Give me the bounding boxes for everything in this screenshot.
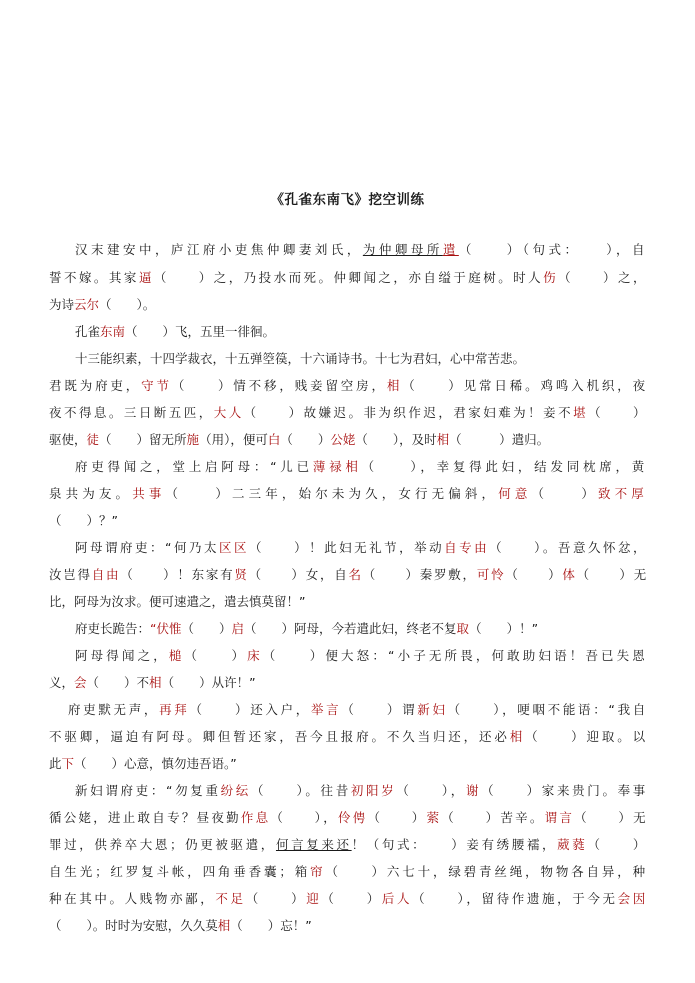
text-segment: （ ）心意，慎勿违吾语。”: [74, 756, 237, 771]
keyword-highlight: 举言: [310, 702, 342, 717]
text-segment: 不驱卿，逼迫有阿母。卿但暂还家，吾今且报府。不久当归还，还必: [49, 729, 510, 744]
text-segment: 十三能织素，十四学裁衣，十五弹箜篌，十六诵诗书。十七为君妇，心中常苦悲。: [75, 351, 526, 366]
text-line: [0, 862, 695, 882]
text-line: [0, 322, 695, 342]
text-segment: （ ）。时时为安慰，久久莫: [49, 918, 218, 933]
text-line: [0, 646, 695, 666]
text-segment: （ ）！此妇无礼节，举动: [249, 540, 445, 555]
keyword-highlight: 槌: [168, 648, 185, 663]
keyword-highlight: 薄禄相: [312, 459, 362, 474]
text-line: [0, 484, 695, 504]
keyword-highlight: 纷纭: [220, 783, 251, 798]
keyword-highlight: 谓言: [544, 810, 575, 825]
text-segment: （ ）无: [576, 567, 648, 582]
keyword-highlight: 相: [149, 675, 162, 690]
text-segment: （ ），及时: [355, 432, 437, 447]
keyword-highlight: 堪: [573, 405, 589, 420]
text-line: [0, 376, 695, 396]
text-segment: 誓不嫁。其家: [49, 270, 139, 285]
text-segment: （ ）无: [574, 810, 648, 825]
keyword-highlight: 迎: [306, 891, 322, 906]
text-segment: （ ），幸复得此妇，结发同枕席，黄: [361, 459, 648, 474]
keyword-highlight: 名: [348, 567, 363, 582]
text-segment: （ ）遣归。: [449, 432, 550, 447]
text-segment: ！（句式： ）妾有绣腰襦，: [351, 837, 558, 852]
keyword-highlight: 下: [61, 756, 75, 771]
text-segment: （ ）: [531, 486, 599, 501]
text-segment: （ ）: [367, 810, 427, 825]
text-segment: （ ）。吾意久怀忿，: [489, 540, 648, 555]
text-line: [0, 916, 695, 936]
document-title: 《孔雀东南飞》挖空训练: [270, 192, 425, 208]
text-segment: （ ）飞，五里一徘徊。: [125, 324, 276, 339]
text-segment: 此: [49, 756, 62, 771]
keyword-highlight: 贤: [234, 567, 249, 582]
text-segment: （ ）！东家有: [120, 567, 235, 582]
text-segment: （ ）: [505, 567, 563, 582]
text-segment: （ ），哽咽不能语：“我自: [447, 702, 648, 717]
text-segment: 夜不得息。三日断五匹，: [49, 405, 214, 420]
keyword-highlight: 作息: [240, 810, 271, 825]
text-line: [0, 835, 695, 855]
keyword-highlight: 萦: [426, 810, 442, 825]
text-segment: （ ）谓: [341, 702, 418, 717]
keyword-highlight: 相: [509, 729, 526, 744]
text-segment: 汉末建安中，庐江府小吏焦仲卿妻刘氏，: [75, 242, 363, 257]
text-segment: （ ）之，乃投水而死。仲卿闻之，亦自缢于庭树。时人: [153, 270, 544, 285]
text-segment: （ ）迎取。以: [525, 729, 648, 744]
text-segment: 罪过，供养卒大恩；仍更被驱遣，: [49, 837, 276, 852]
text-segment: （ ）: [245, 891, 307, 906]
text-line: [0, 457, 695, 477]
keyword-highlight: “伏惟: [150, 621, 182, 636]
keyword-highlight: 不足: [215, 891, 246, 906]
text-segment: 泉共为友。: [49, 486, 133, 501]
text-line: [0, 889, 695, 909]
text-segment: 比，阿母为汝求。便可速遣之，遣去慎莫留！”: [49, 594, 306, 609]
text-line: [0, 808, 695, 828]
text-segment: 府吏得闻之，堂上启阿母：“儿已: [75, 459, 313, 474]
text-segment: 循公姥，进止敢自专？昼夜勤: [49, 810, 241, 825]
keyword-highlight: 相: [436, 432, 450, 447]
text-line: [0, 403, 695, 423]
text-line: [0, 511, 695, 531]
keyword-highlight: 区区: [219, 540, 250, 555]
keyword-highlight: 帘: [310, 864, 326, 879]
text-segment: （ ）: [587, 837, 648, 852]
text-segment: （ ）女，自: [248, 567, 349, 582]
text-segment: 为诗: [49, 297, 75, 312]
text-segment: （ ）。往昔: [250, 783, 351, 798]
text-segment: （ ）！”: [469, 621, 539, 636]
text-segment: 新妇谓府吏：“勿复重: [75, 783, 221, 798]
keyword-highlight: 可怜: [476, 567, 506, 582]
keyword-highlight: 伶俜: [337, 810, 368, 825]
keyword-highlight: 守节: [141, 378, 172, 393]
keyword-highlight: 后人: [381, 891, 413, 906]
underlined-text: 何言复来还: [275, 837, 352, 852]
text-segment: （ ）情不移，贱妾留空房，: [171, 378, 387, 393]
text-line: [0, 538, 695, 558]
text-segment: 孔雀: [75, 324, 101, 339]
text-segment: （ ）。: [99, 297, 156, 312]
keyword-highlight: 会: [74, 675, 87, 690]
text-segment: （ ），: [270, 810, 338, 825]
text-segment: （ ）之，: [558, 270, 648, 285]
keyword-highlight: 相: [217, 918, 231, 933]
text-line: [0, 619, 695, 639]
keyword-highlight: 葳蕤: [557, 837, 588, 852]
keyword-highlight: 徒: [86, 432, 100, 447]
keyword-highlight: 共事: [132, 486, 166, 501]
text-segment: 汝岂得: [49, 567, 92, 582]
text-segment: （ ）不: [86, 675, 150, 690]
keyword-highlight: 取: [456, 621, 470, 636]
text-segment: （ ）苦辛。: [441, 810, 545, 825]
underlined-text: 为仲卿母所: [362, 242, 443, 257]
keyword-highlight: 公姥: [330, 432, 356, 447]
keyword-highlight: 新妇: [417, 702, 448, 717]
text-line: [0, 727, 695, 747]
text-line: [0, 673, 695, 693]
text-segment: 种在其中。人贱物亦鄙，: [49, 891, 216, 906]
text-line: [0, 295, 695, 315]
text-segment: （ ）家来贵门。奉事: [481, 783, 648, 798]
text-segment: 府吏长跪告：: [75, 621, 151, 636]
text-segment: （ ）: [181, 621, 232, 636]
keyword-highlight: 大人: [213, 405, 244, 420]
text-line: [0, 268, 695, 288]
text-line: [0, 781, 695, 801]
keyword-highlight: 逼: [138, 270, 154, 285]
keyword-highlight: 自专由: [444, 540, 490, 555]
text-segment: （ ）: [321, 891, 382, 906]
keyword-highlight: 施: [186, 432, 200, 447]
text-segment: 自生光；红罗复斗帐，四角垂香囊；箱: [49, 864, 311, 879]
keyword-highlight: 会因: [617, 891, 648, 906]
keyword-highlight: 初阳岁: [350, 783, 397, 798]
keyword-highlight: 相: [386, 378, 403, 393]
text-segment: （用），便可: [199, 432, 268, 447]
text-line: [0, 240, 695, 260]
text-segment: （ ）二三年，始尔未为久，女行无偏斜，: [165, 486, 499, 501]
text-segment: （ ）: [588, 405, 648, 420]
text-segment: 驱使，: [49, 432, 87, 447]
text-segment: （ ）: [184, 648, 248, 663]
text-line: [0, 565, 695, 585]
text-segment: （ ），: [396, 783, 466, 798]
text-segment: 府吏默无声，: [68, 702, 160, 717]
keyword-highlight: 致不厚: [598, 486, 648, 501]
text-segment: （ ）（句式： ），自: [458, 242, 648, 257]
text-segment: （ ），留待作遗施，于今无: [412, 891, 618, 906]
text-segment: （ ）还入户，: [189, 702, 311, 717]
text-segment: 阿母得闻之，: [75, 648, 169, 663]
keyword-highlight: 东南: [100, 324, 126, 339]
text-segment: （ ）从许！”: [161, 675, 256, 690]
keyword-highlight: 自由: [91, 567, 121, 582]
text-line: [0, 754, 695, 774]
text-segment: （ ）故嫌迟。非为织作迟，君家妇难为！妾不: [243, 405, 574, 420]
text-line: [0, 430, 695, 450]
keyword-highlight: 白: [267, 432, 281, 447]
text-line: [0, 700, 695, 720]
keyword-highlight: 体: [562, 567, 577, 582]
keyword-highlight: 伤: [543, 270, 559, 285]
text-segment: （ ）秦罗敷，: [362, 567, 477, 582]
keyword-highlight: 启: [231, 621, 245, 636]
text-segment: （ ）见常日稀。鸡鸣入机织，夜: [402, 378, 648, 393]
text-segment: （ ）忘！”: [230, 918, 312, 933]
keyword-highlight: 遣: [442, 242, 459, 257]
text-segment: （ ）: [280, 432, 331, 447]
keyword-highlight: 云尔: [74, 297, 100, 312]
keyword-highlight: 再拜: [159, 702, 190, 717]
text-segment: （ ）阿母，今若遣此妇，终老不复: [244, 621, 457, 636]
keyword-highlight: 何意: [498, 486, 532, 501]
keyword-highlight: 谢: [465, 783, 482, 798]
text-segment: 阿母谓府吏：“何乃太: [75, 540, 220, 555]
text-segment: （ ）六七十，绿碧青丝绳，物物各自异，种: [325, 864, 648, 879]
text-segment: 义，: [49, 675, 75, 690]
keyword-highlight: 床: [247, 648, 263, 663]
text-segment: 君既为府吏，: [49, 378, 142, 393]
text-segment: （ ）？”: [49, 513, 118, 528]
text-segment: （ ）留无所: [99, 432, 187, 447]
text-segment: （ ）便大怒：“小子无所畏，何敢助妇语！吾已失恩: [262, 648, 648, 663]
text-line: [0, 592, 695, 612]
text-line: [0, 349, 695, 369]
